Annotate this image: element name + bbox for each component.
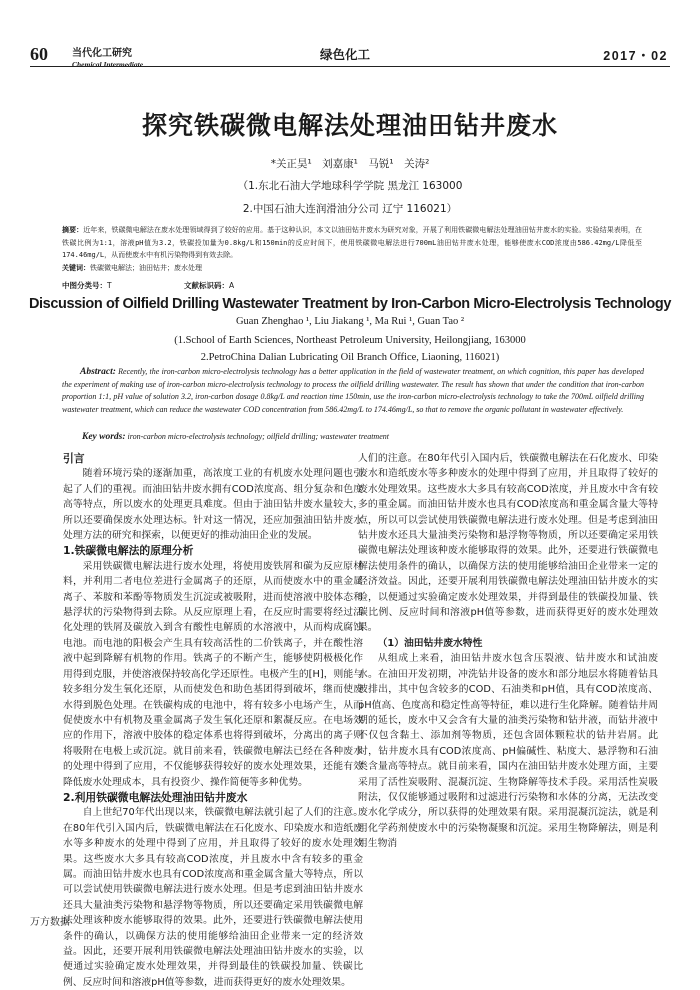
header-divider <box>30 66 670 67</box>
abstract-en <box>62 366 644 416</box>
section-2-heading: 2.利用铁碳微电解法处理油田钻井废水 <box>63 790 248 804</box>
page-header <box>0 0 700 70</box>
section-2-paragraph: 自上世纪70年代出现以来，铁碳微电解法就引起了人们的注意。在80年代引入国内后，铁碳微电解法在石化废水、印染废水和造纸废水等多种废水的处理中得到了应用，并且取得了较好的废水处理效果。这些废水大多具有较高COD浓度，并且废水中含有较多的重金属。而油田钻井废水也具有COD浓度高和重金属含量大等特点，所以可以尝试使用铁碳微电解法进行废水处理。但是考虑到油田钻井废水还具大量油类污染物和悬浮物等物质，所以还要确定采用铁碳微电解法处理该种废水能够取得的效果。此外，还要进行铁碳微电解法使用条件的确认，以确保方法的使用能够给油田企业带来一定的经济效益。因此，还要开展利用铁碳微电解法处理油田钻井废水的实验，以便通过实验确定废水处理效果，并得到最佳的铁碳投加量、铁碳比例、反应时间和溶液pH值等参数，进而获得更好的废水处理效果。 <box>63 807 363 988</box>
abstract-en-label: Abstract: <box>80 367 116 377</box>
abstract-cn-text: 近年来，铁碳微电解法在废水处理领域得到了较好的应用。基于这种认识，本文以油田钻井废水为研究对象，开展了利用铁碳微电解法处理油田钻井废水的实验。实验结果表明，在铁碳比例为1:1，溶液pH值为3.2，铁碳投加量为0.8kg/L和150min的反应时间下，使用铁碳微电解法进行700mL油田钻井废水处理，能够使废水COD浓度由586.42mg/L降低至174.46mg/L，从而使废水中有机污染物得到有效去除。 <box>62 226 643 260</box>
abstract-cn-label: 摘要： <box>62 226 84 234</box>
journal-name-en: Chemical Intermediate <box>72 60 144 69</box>
keywords-en <box>82 432 389 442</box>
footer-source: 万方数据 <box>30 917 70 928</box>
keywords-en-text: iron-carbon micro-electrolysis technology; oilfield drilling; wastewater treatment <box>127 432 389 441</box>
section-1-paragraph: 采用铁碳微电解法进行废水处理，将使用废铁屑和碳为反应原材料，并利用二者电位差进行金属离子的还原，从而使废水中的重金属离子、苯胺和苯酚等物质发生沉淀或被吸附，进而使溶液中胶体态和悬浮状的污染物得到去除。从反应原理上看，在反应时需要将经过活化处理的铁屑及碳放入到含有酸性电解质的水溶液中，从而构成腐蚀电池。而电池的阳极会产生具有较高活性的二价铁离子，并在酸性溶液中起到降解有机物的作用。铁离子的不断产生，能够使阴极极化作用得到克服，并使溶液保持较高化学还原性。电极产生的[H]，则能与较多组分发生氧化还原，从而使发色和助色基团得到破坏，继而使废水得到脱色处理。在铁碳构成的电池中，将有较多小电场产生，从而促使废水中有机物及重金属离子发生氧化还原和絮凝反应。在电场效应的作用下，溶液中胶体的稳定体系也将得到破坏，分离出的离子则将吸附在电极上或沉淀。就目前来看，铁碳微电解法已经在各种废水的处理中得到了应用，不仅能够获得较好的废水处理效果，还能有效降低废水处理成本，具有投资少、操作简便等多种优势。 <box>63 560 363 788</box>
clc-value: T <box>107 281 112 290</box>
intro-paragraph: 随着环境污染的逐渐加重，高浓度工业的有机废水处理问题也引起了人们的重视。而油田钻井废水拥有COD浓度高、组分复杂和色度高等特点，所以废水的处理更具难度。但由于油田钻井废水量较大，所以还要确保废水处理达标。针对这一情况，还应加强油田钻井废水处理方法的研究和探索，以便更好的推动油田企业的发展。 <box>63 468 363 542</box>
abstract-cn <box>62 224 642 262</box>
section-2-1-paragraph: 从组成上来看，油田钻井废水包含压裂液、钻井废水和试油废水。在油田开发初期，冲洗钻井设备的废水和部分地层水将随着钻具被排出，其中包含较多的COD、石油类和pH值，具有COD浓度高、pH值高、色度高和稳定性高等特征，难以进行生化降解。随着钻井周期的延长，废水中又会含有大量的油类污染物和钻井液，而钻井液中不仅包含黏土、添加剂等物质，还包含固体颗粒状的钻井岩屑。此时，钻井废水具有COD浓度高、pH偏碱性、粘度大、悬浮物和石油类含量高等特点。就目前来看，国内在油田钻井废水处理方面，主要采用了活性炭吸附、混凝沉淀、生物降解等技术手段。采用活性炭吸附法，仅仅能够通过吸附和过滤进行污染物和水体的分离，无法改变废水化学成分，所以获得的处理效果有限。采用混凝沉淀法，就是利用化学药剂使废水中的污染物凝聚和沉淀。采用生物降解法，则是利用生物消 <box>358 653 658 850</box>
keywords-cn-text: 铁碳微电解法；油田钻井；废水处理 <box>90 264 202 272</box>
journal-name-cn: 当代化工研究 <box>72 48 132 59</box>
keywords-en-label: Key words: <box>82 432 126 442</box>
affiliation-en-2: 2.PetroChina Dalian Lubricating Oil Branch Office, Liaoning, 116021) <box>200 352 500 363</box>
section-name: 绿色化工 <box>320 47 371 62</box>
classification-line <box>62 280 234 291</box>
title-en: Discussion of Oilfield Drilling Wastewater Treatment by Iron-Carbon Micro-Electrolysis Technology <box>28 296 671 312</box>
keywords-cn <box>62 263 642 273</box>
body-column-right <box>358 451 658 852</box>
doc-code-label: 文献标识码： <box>183 281 229 290</box>
clc-label: 中图分类号： <box>62 281 107 290</box>
authors-cn: *关正昊¹ 刘嘉康¹ 马锐¹ 关涛² <box>270 158 430 170</box>
doc-code-value: A <box>228 281 235 290</box>
affiliation-en-1: (1.School of Earth Sciences, Northeast Petroleum University, Heilongjiang, 163000 <box>174 335 526 346</box>
authors-en: Guan Zhenghao ¹, Liu Jiakang ¹, Ma Rui ¹, Guan Tao ² <box>235 316 465 327</box>
affiliation-cn-1: （1.东北石油大学地球科学学院 黑龙江 163000 <box>237 180 463 192</box>
section-2-1-heading: （1）油田钻井废水特性 <box>377 637 483 649</box>
keywords-cn-label: 关键词： <box>62 264 90 272</box>
intro-heading: 引言 <box>63 452 85 465</box>
abstract-en-text: Recently, the iron-carbon micro-electrolysis technology has a better application in the field of wastewater treatment, on which cognition, this paper has developed the experiment of making use of iron-carbon micro-electrolysis technology to process the oilfield drilling wastewater. The result has shown that under the condition that iron-carbon proportion 1:1, pH value of solution 3.2, iron-carbon dosage 0.8kg/L and reaction time 150min, use the iron-carbon micro-electrolysis technology to take the 700mL oilfield drilling wastewater treatment, which can reduce the wastewater COD concentration from 586.42mg/L to 174.46mg/L, so that to remove the organic pollutant in wastewater effectively. <box>62 367 644 414</box>
title-cn: 探究铁碳微电解法处理油田钻井废水 <box>141 111 558 140</box>
page-number: 60 <box>30 44 48 64</box>
affiliation-cn-2: 2.中国石油大连润滑油分公司 辽宁 116021） <box>242 203 458 215</box>
section-1-heading: 1.铁碳微电解法的原理分析 <box>63 544 194 558</box>
body-column-left <box>63 451 363 988</box>
section-2-paragraph-continued: 人们的注意。在80年代引入国内后，铁碳微电解法在石化废水、印染废水和造纸废水等多种废水的处理中得到了应用，并且取得了较好的废水处理效果。这些废水大多具有较高COD浓度，并且废水中含有较多的重金属。而油田钻井废水也具有COD浓度高和重金属含量大等特点，所以可以尝试使用铁碳微电解法进行废水处理。但是考虑到油田钻井废水还具大量油类污染物和悬浮物等物质，所以还要确定采用铁碳微电解法处理该种废水能够取得的效果。此外，还要进行铁碳微电解法使用条件的确认，以确保方法的使用能够给油田企业带来一定的经济效益。因此，还要开展利用铁碳微电解法处理油田钻井废水的实验，以便通过实验确定废水处理效果，并得到最佳的铁碳投加量、铁碳比例、反应时间和溶液pH值等参数，进而获得更好的废水处理效果。 <box>358 453 658 634</box>
issue-number: 2017・02 <box>603 49 668 63</box>
